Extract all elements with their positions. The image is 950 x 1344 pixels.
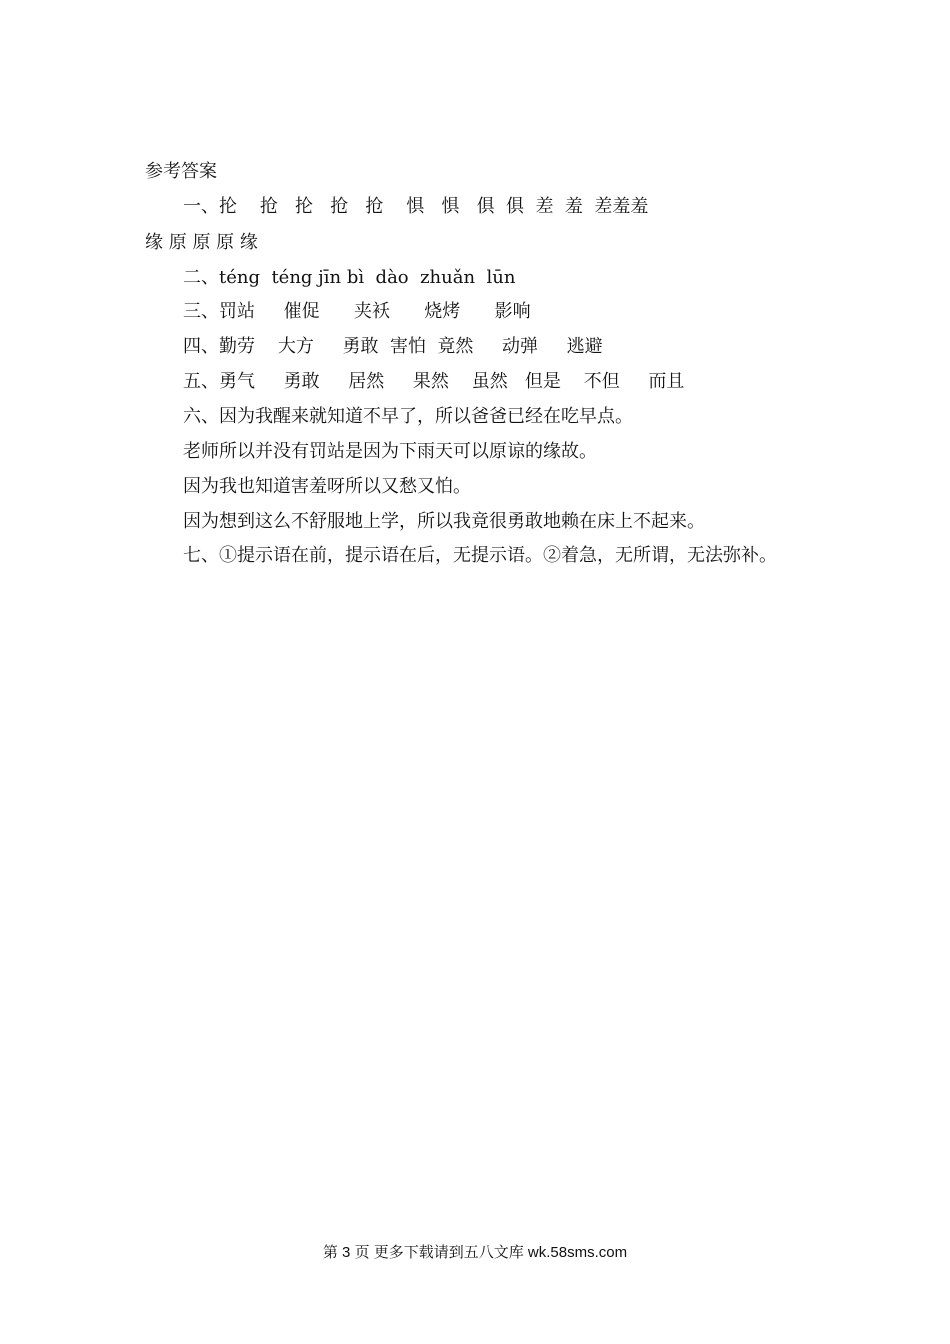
answer-key-title: 参考答案: [145, 161, 217, 182]
answer-line-6d: 因为想到这么不舒服地上学，所以我竟很勇敢地赖在床上不起来。: [183, 511, 705, 532]
answer-line-6c: 因为我也知道害羞呀所以又愁又怕。: [183, 476, 471, 497]
answer-line-5: 五、勇气 勇敢 居然 果然 虽然 但是 不但 而且: [183, 371, 685, 392]
answer-line-2: [183, 266, 515, 290]
answer-line-6a: 六、因为我醒来就知道不早了，所以爸爸已经在吃早点。: [183, 406, 633, 427]
answer-line-7: 七、①提示语在前，提示语在后，无提示语。②着急，无所谓，无法弥补。: [183, 545, 777, 566]
answer-line-1b: 缘 原 原 原 缘: [145, 232, 258, 253]
answer-line-1a: 一、抡 抢 抡 抢 抢 惧 惧 俱 俱 差 羞 差羞羞: [183, 196, 649, 217]
answer-line-6b: 老师所以并没有罚站是因为下雨天可以原谅的缘故。: [183, 441, 597, 462]
answer-line-3: 三、罚站 催促 夹袄 烧烤 影响: [183, 301, 531, 322]
page-footer: 第 3 页 更多下载请到五八文库 wk.58sms.com: [322, 1244, 628, 1261]
answer-line-2-text: 二、téng téng jīn bì dào zhuǎn lūn: [183, 267, 516, 288]
answer-line-4: 四、勤劳 大方 勇敢 害怕 竟然 动弹 逃避: [183, 336, 603, 357]
